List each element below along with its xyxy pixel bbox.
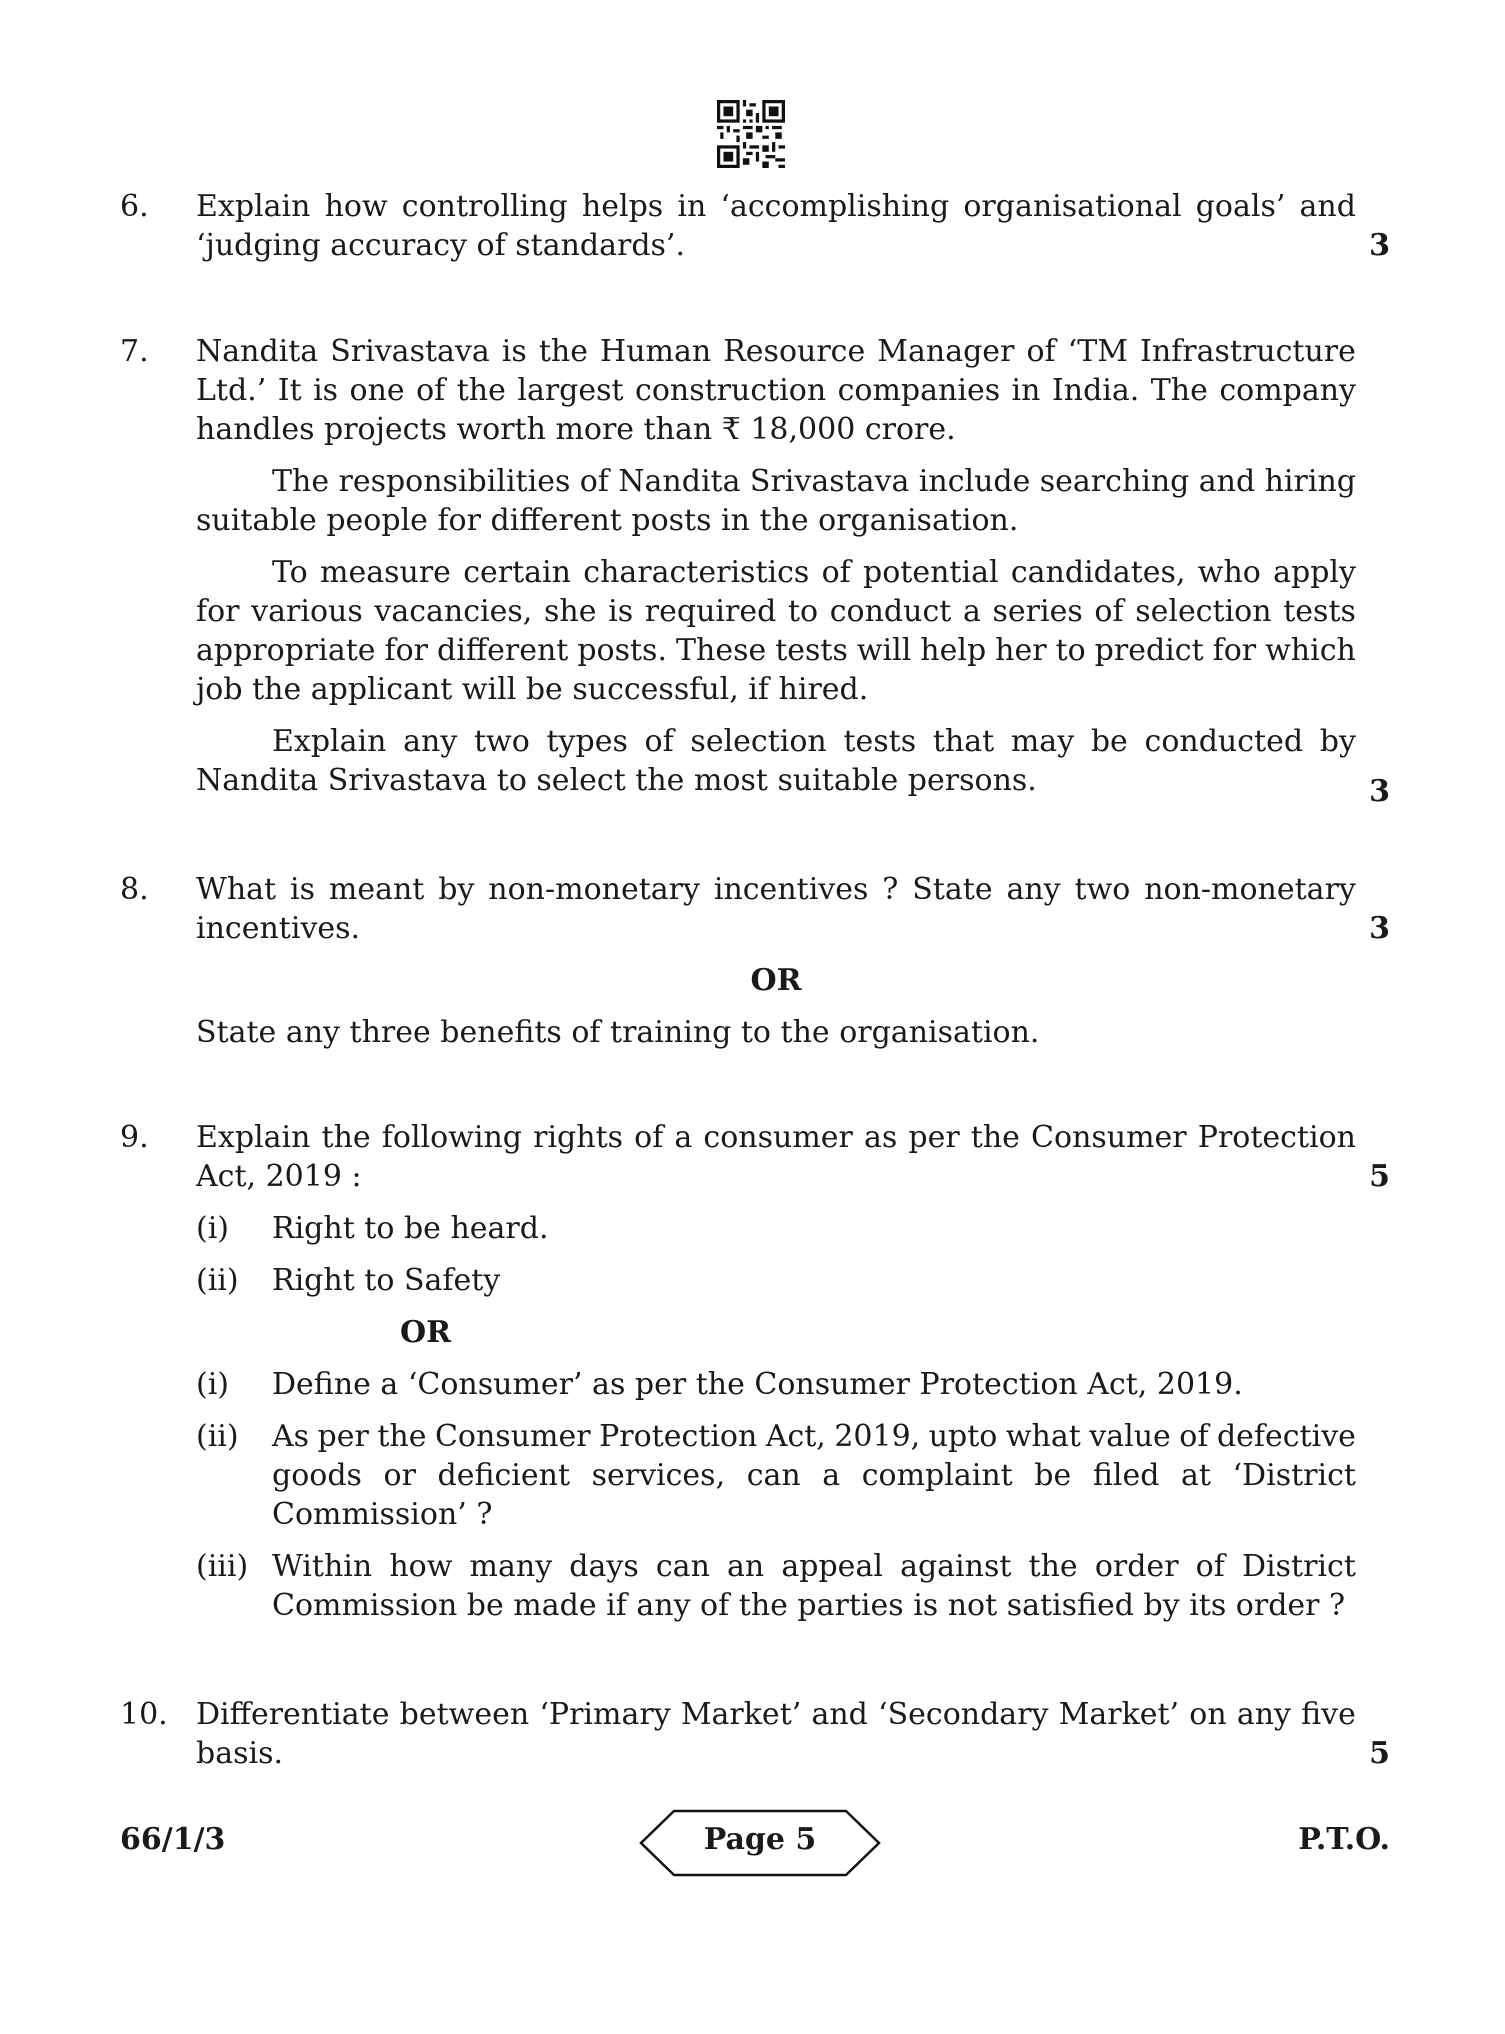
sub-question-text: Commission be made if any of the parties is not satisfied by its order ? <box>272 1588 1346 1623</box>
sub-question-text: Right to Safety <box>272 1263 501 1298</box>
page-footer <box>120 1808 1390 1878</box>
question-text-line: The responsibilities of Nandita Srivastava include searching and hiring <box>272 464 1356 499</box>
question-number: 8. <box>120 872 149 907</box>
question-body <box>196 870 1356 1052</box>
question-text-line: What is meant by non-monetary incentives ? State any two non-monetary <box>196 872 1356 907</box>
sub-question-text: As per the Consumer Protection Act, 2019, upto what value of defective <box>272 1419 1356 1454</box>
question-body <box>196 332 1356 800</box>
question-text-line: incentives. <box>196 911 361 946</box>
sub-question <box>196 1417 1356 1534</box>
question-text-line: Nandita Srivastava to select the most suitable persons. <box>196 763 1037 798</box>
question-text-line: Differentiate between ‘Primary Market’ and ‘Secondary Market’ on any five <box>196 1697 1356 1732</box>
question-text-line: Explain any two types of selection tests that may be conducted by <box>272 724 1356 759</box>
qr-code-icon <box>717 100 785 168</box>
question-text-line: State any three benefits of training to the organisation. <box>196 1015 1040 1050</box>
question-text-line: Explain how controlling helps in ‘accomplishing organisational goals’ and <box>196 189 1356 224</box>
question-text-line: To measure certain characteristics of potential candidates, who apply <box>272 555 1356 590</box>
question-marks: 3 <box>1369 228 1390 263</box>
question-text-line: handles projects worth more than ₹ 18,000 crore. <box>196 412 956 447</box>
sub-question-text: Define a ‘Consumer’ as per the Consumer Protection Act, 2019. <box>272 1367 1243 1402</box>
question-marks: 5 <box>1369 1736 1390 1771</box>
sub-question-text: Right to be heard. <box>272 1211 549 1246</box>
pto-label: P.T.O. <box>1298 1822 1390 1857</box>
question-body <box>196 1695 1356 1773</box>
paper-code: 66/1/3 <box>120 1822 226 1857</box>
sub-question-text: Within how many days can an appeal against the order of District <box>272 1549 1356 1584</box>
question-marks: 5 <box>1369 1159 1390 1194</box>
question-text-line: appropriate for different posts. These tests will help her to predict for which <box>196 633 1356 668</box>
question-number: 9. <box>120 1120 149 1155</box>
question-text-line: Explain the following rights of a consumer as per the Consumer Protection <box>196 1120 1356 1155</box>
page-number-badge <box>638 1808 882 1878</box>
page-number: Page 5 <box>703 1822 817 1857</box>
sub-question-text: Commission’ ? <box>272 1497 493 1532</box>
sub-question <box>196 1261 1356 1300</box>
question-marks: 3 <box>1369 911 1390 946</box>
question-marks: 3 <box>1369 774 1390 809</box>
or-separator: OR <box>400 1315 452 1350</box>
question-text-line: Act, 2019 : <box>196 1159 362 1194</box>
question-text-line: ‘judging accuracy of standards’. <box>196 228 686 263</box>
sub-question-label: (ii) <box>196 1263 239 1298</box>
question-text-line: Nandita Srivastava is the Human Resource Manager of ‘TM Infrastructure <box>196 334 1356 369</box>
sub-question <box>196 1209 1356 1248</box>
sub-question-label: (ii) <box>196 1419 239 1454</box>
sub-question-label: (i) <box>196 1211 230 1246</box>
sub-question <box>196 1365 1356 1404</box>
question-text-line: suitable people for different posts in the organisation. <box>196 503 1019 538</box>
sub-question-text: goods or deficient services, can a complaint be filed at ‘District <box>272 1458 1356 1493</box>
question-body <box>196 187 1356 265</box>
question-number: 7. <box>120 334 149 369</box>
question-number: 6. <box>120 189 149 224</box>
question-text-line: for various vacancies, she is required to conduct a series of selection tests <box>196 594 1356 629</box>
question-text-line: basis. <box>196 1736 284 1771</box>
sub-question-label: (i) <box>196 1367 230 1402</box>
question-number: 10. <box>120 1697 168 1732</box>
question-text-line: Ltd.’ It is one of the largest construction companies in India. The company <box>196 373 1356 408</box>
or-separator: OR <box>750 963 802 998</box>
question-body <box>196 1118 1356 1625</box>
sub-question <box>196 1547 1356 1625</box>
question-text-line: job the applicant will be successful, if hired. <box>196 672 869 707</box>
sub-question-label: (iii) <box>196 1549 249 1584</box>
